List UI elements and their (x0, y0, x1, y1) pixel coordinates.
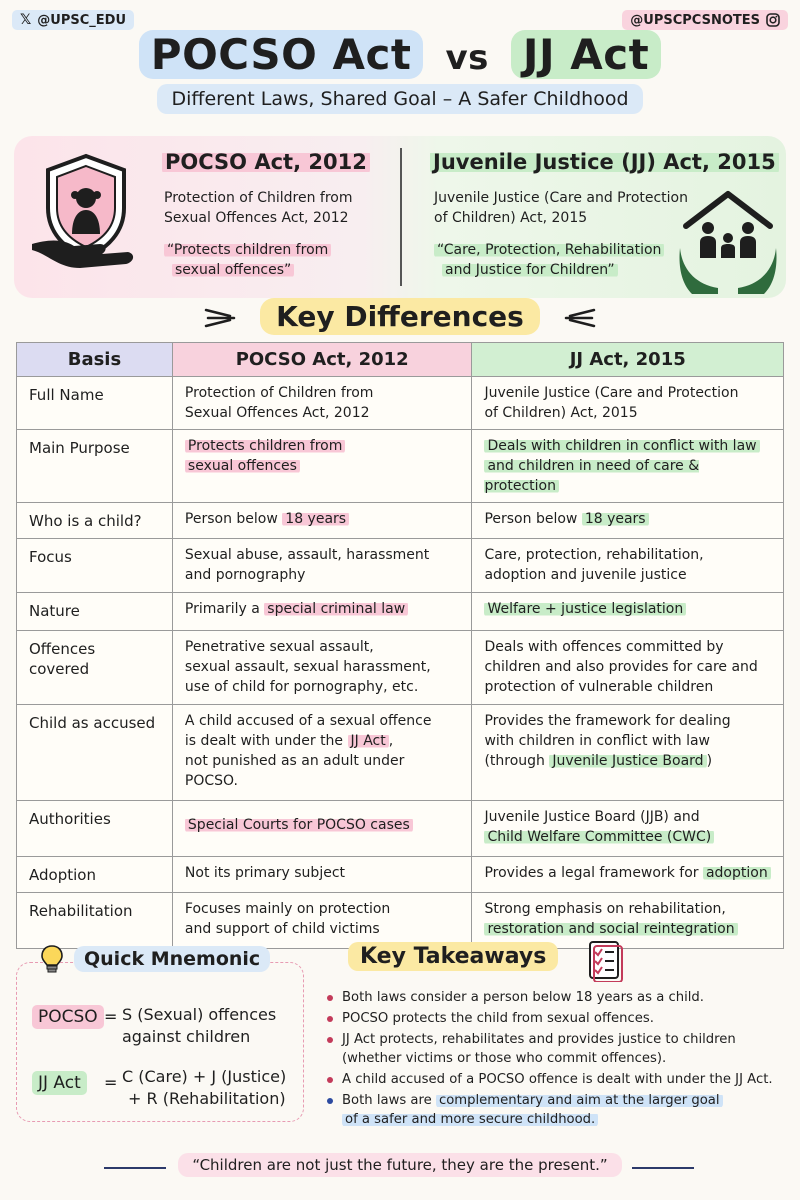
row-pocso-cell: Penetrative sexual assault, sexual assault, sexual harassment, use of child for pornography, etc. (172, 631, 472, 705)
table-row (17, 893, 784, 949)
key-differences-heading: Key Differences (0, 300, 800, 333)
table-row (17, 430, 784, 503)
family-house-hands-icon (678, 188, 778, 296)
row-pocso-cell: Primarily a special criminal law (172, 593, 472, 631)
intro-panel (14, 136, 786, 298)
table-row (17, 377, 784, 430)
list-item: A child accused of a POCSO offence is dealt with under the JJ Act. (324, 1070, 786, 1089)
row-basis: Focus (17, 539, 173, 593)
row-jj-cell: Provides a legal framework for adoption (472, 857, 784, 893)
row-basis: Rehabilitation (17, 893, 173, 949)
row-pocso-cell: Focuses mainly on protection and support of child victims (172, 893, 472, 949)
right-sparkle-icon (556, 306, 596, 330)
row-pocso-cell: Person below 18 years (172, 503, 472, 539)
header-jj: JJ Act, 2015 (472, 343, 784, 377)
jj-intro-title: Juvenile Justice (JJ) Act, 2015 (430, 150, 779, 174)
row-basis: Adoption (17, 857, 173, 893)
shield-child-hand-icon (28, 150, 148, 284)
page-title (0, 30, 800, 79)
takeaways-list (324, 988, 786, 1131)
table-row (17, 593, 784, 631)
lightbulb-icon (40, 944, 64, 974)
table-row (17, 503, 784, 539)
table-row (17, 857, 784, 893)
instagram-icon (766, 13, 780, 27)
row-basis: Offences covered (17, 631, 173, 705)
row-basis: Nature (17, 593, 173, 631)
row-pocso-cell: Protection of Children from Sexual Offences Act, 2012 (172, 377, 472, 430)
list-item: JJ Act protects, rehabilitates and provides justice to children (whether victims or those who commit offences). (324, 1030, 786, 1068)
jj-intro-desc: Juvenile Justice (Care and Protection of Children) Act, 2015 (434, 190, 688, 226)
mnemonic-pocso-text: S (Sexual) offences against children (122, 1005, 277, 1046)
intro-divider (400, 148, 402, 286)
instagram-handle-text: @UPSCPCSNOTES (630, 12, 760, 28)
footer-right-line (632, 1167, 694, 1169)
title-pocso: POCSO Act (139, 30, 424, 79)
table-row (17, 705, 784, 801)
header-pocso: POCSO Act, 2012 (172, 343, 472, 377)
left-sparkle-icon (204, 306, 244, 330)
row-basis: Child as accused (17, 705, 173, 801)
x-handle-text: @UPSC_EDU (37, 12, 126, 28)
mnemonic-jj-text: C (Care) + J (Justice) + R (Rehabilitation) (122, 1067, 287, 1108)
mnemonic-jj-eq: = (104, 1073, 118, 1092)
mnemonic-jj (32, 1072, 87, 1094)
row-pocso-cell: Sexual abuse, assault, harassment and pornography (172, 539, 472, 593)
mnemonic-pocso (32, 1006, 104, 1028)
row-jj-cell: Provides the framework for dealing with children in conflict with law (through Juvenile Justice Board ) (472, 705, 784, 801)
row-jj-cell: Deals with children in conflict with law and children in need of care & protection (472, 430, 784, 503)
pocso-intro-desc: Protection of Children from Sexual Offences Act, 2012 (164, 190, 353, 226)
pocso-intro-quote: “Protects children from sexual offences” (164, 240, 331, 280)
row-jj-cell: Strong emphasis on rehabilitation, restoration and social reintegration (472, 893, 784, 949)
table-header-row (17, 343, 784, 377)
list-item: POCSO protects the child from sexual offences. (324, 1009, 786, 1028)
row-jj-cell: Person below 18 years (472, 503, 784, 539)
page-subtitle: Different Laws, Shared Goal – A Safer Childhood (0, 88, 800, 110)
instagram-handle-badge[interactable] (622, 10, 788, 30)
row-jj-cell: Deals with offences committed by children and also provides for care and protection of vulnerable children (472, 631, 784, 705)
row-basis: Main Purpose (17, 430, 173, 503)
list-item: Both laws consider a person below 18 years as a child. (324, 988, 786, 1007)
row-jj-cell: Juvenile Justice (Care and Protection of Children) Act, 2015 (472, 377, 784, 430)
row-pocso-cell: Not its primary subject (172, 857, 472, 893)
row-basis: Who is a child? (17, 503, 173, 539)
footer-left-line (104, 1167, 166, 1169)
differences-table (16, 342, 784, 949)
x-logo-icon: 𝕏 (20, 12, 32, 28)
takeaways-heading: Key Takeaways (348, 944, 558, 969)
row-basis: Full Name (17, 377, 173, 430)
row-pocso-cell: A child accused of a sexual offence is dealt with under the JJ Act , not punished as an adult under POCSO. (172, 705, 472, 801)
table-row (17, 539, 784, 593)
mnemonic-jj-tag: JJ Act (32, 1071, 87, 1095)
table-row (17, 631, 784, 705)
row-jj-cell: Juvenile Justice Board (JJB) and Child Welfare Committee (CWC) (472, 801, 784, 857)
list-item: Both laws are complementary and aim at the larger goal of a safer and more secure childhood. (324, 1091, 786, 1129)
title-jj: JJ Act (511, 30, 661, 79)
title-vs: vs (445, 38, 489, 78)
checklist-icon (586, 938, 626, 982)
row-basis: Authorities (17, 801, 173, 857)
mnemonic-pocso-tag: POCSO (32, 1005, 104, 1029)
jj-intro-quote: “Care, Protection, Rehabilitation and Justice for Children” (434, 240, 664, 280)
header-basis: Basis (17, 343, 173, 377)
row-pocso-cell: Protects children from sexual offences (172, 430, 472, 503)
table-row (17, 801, 784, 857)
x-handle-badge[interactable] (12, 10, 134, 30)
row-pocso-cell: Special Courts for POCSO cases (172, 801, 472, 857)
row-jj-cell: Care, protection, rehabilitation, adoption and juvenile justice (472, 539, 784, 593)
footer-quote: “Children are not just the future, they are the present.” (0, 1156, 800, 1174)
row-jj-cell: Welfare + justice legislation (472, 593, 784, 631)
mnemonic-heading: Quick Mnemonic (40, 944, 270, 974)
pocso-intro-title: POCSO Act, 2012 (162, 150, 370, 174)
mnemonic-pocso-eq: = (104, 1007, 118, 1026)
